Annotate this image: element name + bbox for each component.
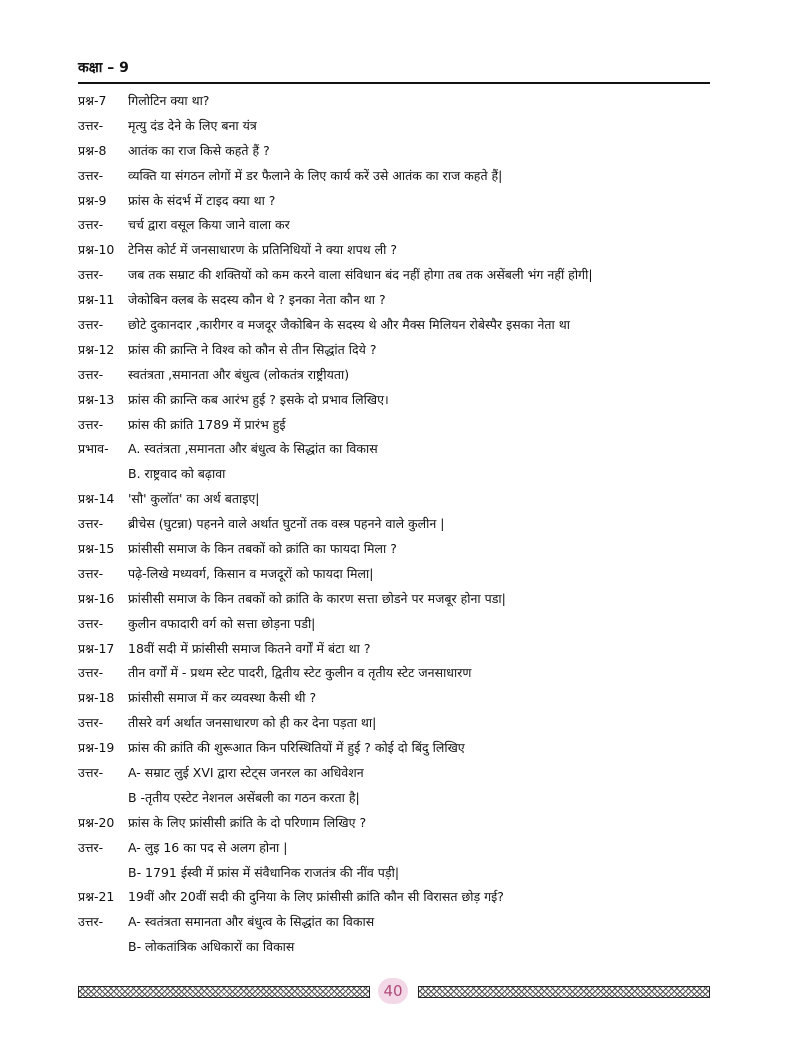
row-text: फ्रांस के संदर्भ में टाइद क्या था ? <box>128 192 276 208</box>
question-row <box>78 536 718 561</box>
row-text: ब्रीचेस (घुटन्ना) पहनने वाले अर्थात घुटनों तक वस्त्र पहनने वाले कुलीन | <box>128 516 445 532</box>
row-text: B- लोकतांत्रिक अधिकारों का विकास <box>128 939 295 955</box>
question-row <box>78 685 718 710</box>
class-title: कक्षा – 9 <box>78 60 129 76</box>
page-number: 40 <box>378 978 408 1004</box>
question-answer-list <box>78 88 718 959</box>
answer-row <box>78 362 718 387</box>
row-label: प्रश्न-10 <box>78 242 115 258</box>
row-text: तीसरे वर्ग अर्थात जनसाधारण को ही कर देना पड़ता था| <box>128 715 377 731</box>
row-text: चर्च द्वारा वसूल किया जाने वाला कर <box>128 217 290 233</box>
row-text: फ्रांस की क्रांति 1789 में प्रारंभ हुई <box>128 416 286 432</box>
question-row <box>78 486 718 511</box>
answer-row <box>78 561 718 586</box>
question-row <box>78 636 718 661</box>
row-text: फ्रांसीसी समाज के किन तबकों को क्रांति के कारण सत्ता छोडने पर मजबूर होना पडा| <box>128 590 506 606</box>
answer-row <box>78 934 718 959</box>
row-label: प्रश्न-12 <box>78 341 115 357</box>
row-label: प्रश्न-19 <box>78 740 115 756</box>
row-text: व्यक्ति या संगठन लोगों में डर फैलाने के लिए कार्य करें उसे आतंक का राज कहते हैं| <box>128 167 503 183</box>
answer-row <box>78 860 718 885</box>
question-row <box>78 337 718 362</box>
row-text: फ्रांस की क्रांति की शुरूआत किन परिस्थितियों में हुई ? कोई दो बिंदु लिखिए <box>128 740 465 756</box>
row-label: प्रश्न-16 <box>78 590 115 606</box>
row-text: आतंक का राज किसे कहते हैं ? <box>128 142 270 158</box>
row-label: उत्तर- <box>78 665 104 681</box>
row-text: A. स्वतंत्रता ,समानता और बंधुत्व के सिद्धांत का विकास <box>128 441 378 457</box>
row-text: B -तृतीय एस्टेट नेशनल असेंबली का गठन करता है| <box>128 789 360 805</box>
answer-row <box>78 909 718 934</box>
row-label: प्रश्न-13 <box>78 391 115 407</box>
row-text: फ्रांस की क्रान्ति कब आरंभ हुई ? इसके दो प्रभाव लिखिए। <box>128 391 389 407</box>
row-label: प्रश्न-18 <box>78 690 115 706</box>
question-row <box>78 387 718 412</box>
row-text: फ्रांस के लिए फ्रांसीसी क्रांति के दो परिणाम लिखिए ? <box>128 814 367 830</box>
question-row <box>78 885 718 910</box>
row-label: प्रश्न-9 <box>78 192 107 208</box>
decorative-border-left <box>78 986 370 998</box>
row-text: जेकोबिन क्लब के सदस्य कौन थे ? इनका नेता कौन था ? <box>128 292 386 308</box>
row-text: A- स्वतंत्रता समानता और बंधुत्व के सिद्धांत का विकास <box>128 914 375 930</box>
row-text: तीन वर्गों में - प्रथम स्टेट पादरी, द्वितीय स्टेट कुलीन व तृतीय स्टेट जनसाधारण <box>128 665 472 681</box>
row-label: प्रश्न-15 <box>78 540 115 556</box>
answer-row <box>78 760 718 785</box>
row-text: B- 1791 ईस्वी में फ्रांस में संवैधानिक राजतंत्र की नींव पड़ी| <box>128 864 400 880</box>
row-text: जब तक सम्राट की शक्तियों को कम करने वाला संविधान बंद नहीं होगा तब तक असेंबली भंग नहीं होगी| <box>128 267 593 283</box>
row-label: प्रश्न-20 <box>78 814 115 830</box>
question-row <box>78 810 718 835</box>
row-label: उत्तर- <box>78 764 104 780</box>
row-text: 18वीं सदी में फ्रांसीसी समाज कितने वर्गों में बंटा था ? <box>128 640 371 656</box>
row-text: 'सौ' कुलॉत' का अर्थ बताइए| <box>128 491 260 507</box>
row-label: उत्तर- <box>78 267 104 283</box>
row-label: उत्तर- <box>78 715 104 731</box>
question-row <box>78 735 718 760</box>
question-row <box>78 88 718 113</box>
row-text: पढ़े-लिखे मध्यवर्ग, किसान व मजदूरों को फायदा मिला| <box>128 565 374 581</box>
row-text: फ्रांसीसी समाज के किन तबकों को क्रांति का फायदा मिला ? <box>128 540 397 556</box>
answer-row <box>78 710 718 735</box>
answer-row <box>78 113 718 138</box>
row-text: 19वीं और 20वीं सदी की दुनिया के लिए फ्रांसीसी क्रांति कौन सी विरासत छोड़ गई? <box>128 889 504 905</box>
row-text: मृत्यु दंड देने के लिए बना यंत्र <box>128 117 257 133</box>
row-label: प्रश्न-7 <box>78 92 107 108</box>
page-header <box>78 56 710 84</box>
answer-row <box>78 835 718 860</box>
question-row <box>78 586 718 611</box>
answer-row <box>78 412 718 437</box>
row-text: गिलोटिन क्या था? <box>128 92 210 108</box>
row-label: उत्तर- <box>78 217 104 233</box>
answer-row <box>78 785 718 810</box>
row-text: स्वतंत्रता ,समानता और बंधुत्व (लोकतंत्र राष्ट्रीयता) <box>128 366 350 382</box>
row-label: प्रश्न-8 <box>78 142 107 158</box>
decorative-border-right <box>418 986 710 998</box>
answer-row <box>78 212 718 237</box>
row-text: A- सम्राट लुई XVI द्वारा स्टेट्स जनरल का अधिवेशन <box>128 764 364 780</box>
row-text: A- लुइ 16 का पद से अलग होना | <box>128 839 288 855</box>
answer-row <box>78 312 718 337</box>
row-label: उत्तर- <box>78 615 104 631</box>
row-label: उत्तर- <box>78 167 104 183</box>
row-label: उत्तर- <box>78 839 104 855</box>
row-text: फ्रांसीसी समाज में कर व्यवस्था कैसी थी ? <box>128 690 317 706</box>
row-label: उत्तर- <box>78 117 104 133</box>
row-label: उत्तर- <box>78 516 104 532</box>
row-text: फ्रांस की क्रान्ति ने विश्व को कौन से तीन सिद्धांत दिये ? <box>128 341 377 357</box>
row-label: उत्तर- <box>78 914 104 930</box>
question-row <box>78 287 718 312</box>
row-label: उत्तर- <box>78 565 104 581</box>
page-footer <box>78 982 710 1002</box>
row-label: उत्तर- <box>78 316 104 332</box>
answer-row <box>78 461 718 486</box>
row-label: उत्तर- <box>78 416 104 432</box>
question-row <box>78 237 718 262</box>
answer-row <box>78 511 718 536</box>
row-label: प्रश्न-11 <box>78 292 115 308</box>
row-text: B. राष्ट्रवाद को बढ़ावा <box>128 466 226 482</box>
question-row <box>78 188 718 213</box>
row-text: कुलीन वफादारी वर्ग को सत्ता छोड़ना पडी| <box>128 615 316 631</box>
row-text: टेनिस कोर्ट में जनसाधारण के प्रतिनिधियों ने क्या शपथ ली ? <box>128 242 397 258</box>
row-label: उत्तर- <box>78 366 104 382</box>
answer-row <box>78 163 718 188</box>
question-row <box>78 138 718 163</box>
row-text: छोटे दुकानदार ,कारीगर व मजदूर जैकोबिन के सदस्य थे और मैक्स मिलियन रोबेस्पैर इसका नेता था <box>128 316 570 332</box>
answer-row <box>78 660 718 685</box>
answer-row <box>78 436 718 461</box>
row-label: प्रश्न-17 <box>78 640 115 656</box>
answer-row <box>78 262 718 287</box>
row-label: प्रश्न-21 <box>78 889 115 905</box>
answer-row <box>78 611 718 636</box>
row-label: प्रश्न-14 <box>78 491 115 507</box>
row-label: प्रभाव- <box>78 441 109 457</box>
